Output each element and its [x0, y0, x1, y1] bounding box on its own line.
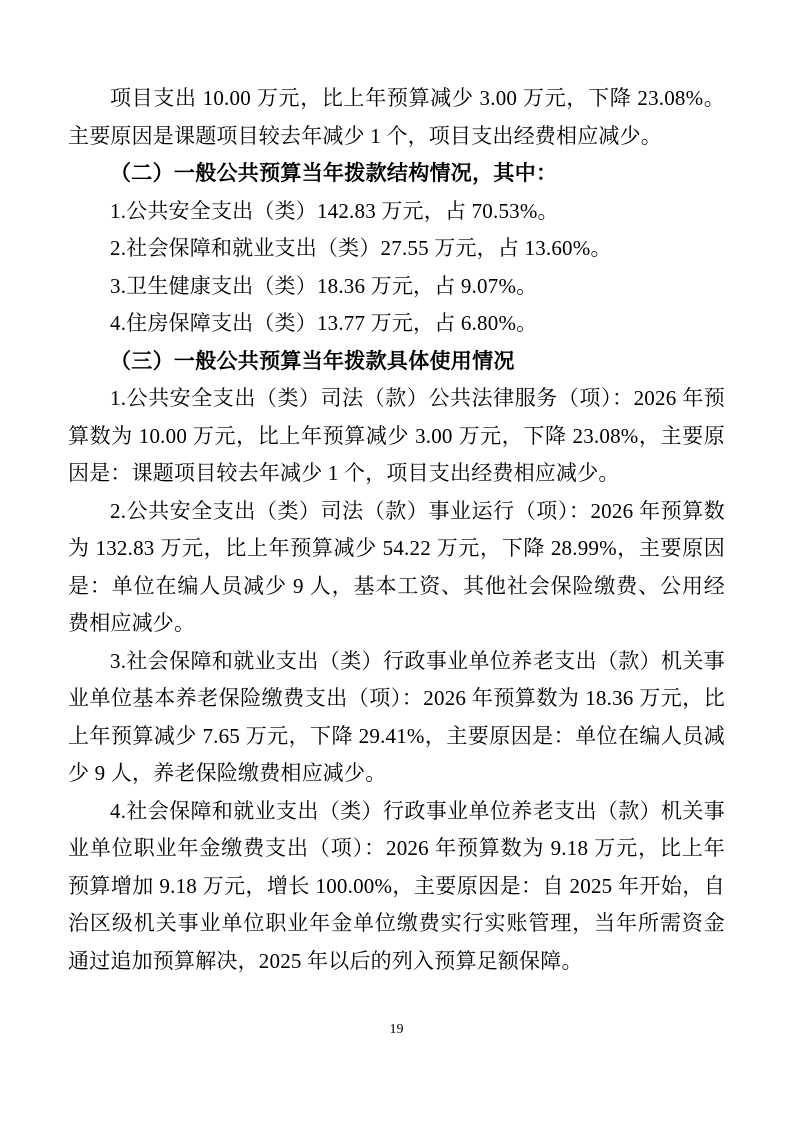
- document-body: [68, 80, 725, 980]
- section-heading-allocation-structure: （二）一般公共预算当年拨款结构情况，其中：: [110, 161, 558, 185]
- detail-paragraph-pension: 3.社会保障和就业支出（类）行政事业单位养老支出（款）机关事业单位基本养老保险缴费支出（项）：2026 年预算数为 18.36 万元，比上年预算减少 7.65 万元，下降 29.41%，主要原因是：单位在编人员减少 9 人，养老保险缴费相应减少。: [68, 648, 725, 785]
- detail-paragraph-operation: 2.公共安全支出（类）司法（款）事业运行（项）：2026 年预算数为 132.83 万元，比上年预算减少 54.22 万元，下降 28.99%，主要原因是：单位在编人员减少 9 人，基本工资、其他社会保险缴费、公用经费相应减少。: [68, 498, 725, 635]
- list-item-social-security: 2.社会保障和就业支出（类）27.55 万元，占 13.60%。: [110, 236, 612, 260]
- list-item-housing: 4.住房保障支出（类）13.77 万元，占 6.80%。: [110, 311, 538, 335]
- section-heading-allocation-usage: （三）一般公共预算当年拨款具体使用情况: [110, 348, 515, 373]
- intro-paragraph: 项目支出 10.00 万元，比上年预算减少 3.00 万元，下降 23.08%。主要原因是课题项目较去年减少 1 个，项目支出经费相应减少。: [68, 86, 725, 148]
- page-number: 19: [389, 1022, 404, 1037]
- detail-paragraph-annuity: 4.社会保障和就业支出（类）行政事业单位养老支出（款）机关事业单位职业年金缴费支出（项）：2026 年预算数为 9.18 万元，比上年预算增加 9.18 万元，增长 100.00%，主要原因是：自 2025 年开始，自治区级机关事业单位职业年金单位缴费实行实账管理，当年所需资金通过追加预算解决，2025 年以后的列入预算足额保障。: [68, 798, 725, 973]
- detail-paragraph-legal-services: 1.公共安全支出（类）司法（款）公共法律服务（项）：2026 年预算数为 10.00 万元，比上年预算减少 3.00 万元，下降 23.08%，主要原因是：课题项目较去年减少 1 个，项目支出经费相应减少。: [68, 386, 725, 485]
- list-item-public-security: 1.公共安全支出（类）142.83 万元，占 70.53%。: [110, 198, 559, 223]
- list-item-health: 3.卫生健康支出（类）18.36 万元，占 9.07%。: [110, 273, 538, 298]
